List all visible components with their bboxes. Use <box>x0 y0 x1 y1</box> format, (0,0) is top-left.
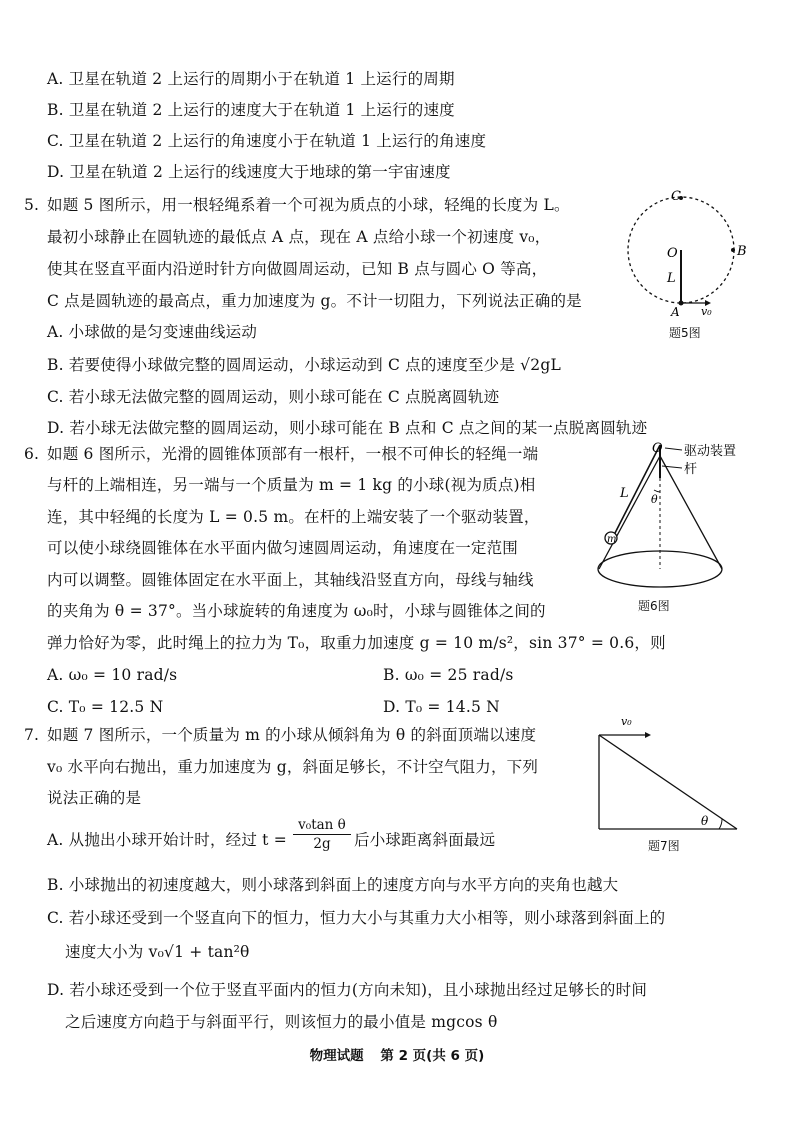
label-rod: 杆 <box>684 462 698 477</box>
q7-option-a-fraction <box>293 816 351 853</box>
q4-option-c: C. 卫星在轨道 2 上运行的角速度小于在轨道 1 上运行的角速度 <box>47 132 487 150</box>
q6-line-1: 如题 6 图所示，光滑的圆锥体顶部有一根杆，一根不可伸长的轻绳一端 <box>47 445 539 463</box>
angle-arc <box>654 490 660 492</box>
figure-6-caption: 题6图 <box>638 599 670 613</box>
rod-leader-line <box>662 466 682 468</box>
q5-option-c: C. 若小球无法做完整的圆周运动，则小球可能在 C 点脱离圆轨迹 <box>47 388 500 406</box>
q5-option-b: B. 若要使得小球做完整的圆周运动，小球运动到 C 点的速度至少是 √2gL <box>47 356 561 374</box>
q6-number: 6. <box>24 445 40 463</box>
label-a: A <box>671 305 680 319</box>
figure-7-caption: 题7图 <box>648 839 680 853</box>
q7-number: 7. <box>24 726 40 744</box>
q7-option-c-line-1: C. 若小球还受到一个竖直向下的恒力，恒力大小与其重力大小相等，则小球落到斜面上的 <box>47 909 666 927</box>
q6-option-a: A. ω₀ = 10 rad/s <box>47 666 178 684</box>
q5-line-4: C 点是圆轨迹的最高点，重力加速度为 g。不计一切阻力，下列说法正确的是 <box>47 292 582 310</box>
point-b <box>731 248 735 252</box>
q6-line-6: 的夹角为 θ = 37°。当小球旋转的角速度为 ω₀时，小球与圆锥体之间的 <box>47 602 546 620</box>
q7-option-d-line-1: D. 若小球还受到一个位于竖直平面内的恒力(方向未知)，且小球抛出经过足够长的时间 <box>47 981 648 999</box>
q7-line-2: v₀ 水平向右抛出，重力加速度为 g，斜面足够长，不计空气阻力，下列 <box>47 758 539 776</box>
q7-option-a-prefix: A. 从抛出小球开始计时，经过 t = <box>47 831 287 849</box>
label-theta: θ <box>701 814 709 828</box>
q6-line-4: 可以使小球绕圆锥体在水平面内做匀速圆周运动，角速度在一定范围 <box>47 539 519 557</box>
q4-option-a: A. 卫星在轨道 2 上运行的周期小于在轨道 1 上运行的周期 <box>47 70 455 88</box>
label-o: O <box>667 246 678 261</box>
q7-option-b: B. 小球抛出的初速度越大，则小球落到斜面上的速度方向与水平方向的夹角也越大 <box>47 876 619 894</box>
label-v0: v₀ <box>621 715 632 728</box>
fraction-denominator: 2g <box>313 836 331 852</box>
cone-edge-left <box>599 456 660 569</box>
q6-option-c: C. T₀ = 12.5 N <box>47 698 164 716</box>
q6-option-b: B. ω₀ = 25 rad/s <box>383 666 514 684</box>
page-footer <box>0 1044 794 1064</box>
q5-option-d: D. 若小球无法做完整的圆周运动，则小球可能在 B 点和 C 点之间的某一点脱离圆轨迹 <box>47 419 648 437</box>
label-drive: 驱动装置 <box>684 444 737 459</box>
label-c: C <box>671 189 681 204</box>
q6-option-d: D. T₀ = 14.5 N <box>383 698 500 716</box>
label-o: O <box>652 441 663 456</box>
q5-line-3: 使其在竖直平面内沿逆时针方向做圆周运动，已知 B 点与圆心 O 等高， <box>47 260 548 278</box>
q5-line-1: 如题 5 图所示，用一根轻绳系着一个可视为质点的小球，轻绳的长度为 L。 <box>47 196 570 214</box>
q7-option-d-line-2: 之后速度方向趋于与斜面平行，则该恒力的最小值是 mgcos θ <box>65 1013 498 1031</box>
label-m: m <box>607 534 617 545</box>
q5-option-a: A. 小球做的是匀变速曲线运动 <box>47 323 258 341</box>
figure-6 <box>592 438 792 596</box>
label-v0: v₀ <box>701 305 712 318</box>
q6-line-3: 连，其中轻绳的长度为 L = 0.5 m。在杆的上端安装了一个驱动装置， <box>47 508 540 526</box>
arrow-head <box>645 732 651 738</box>
q5-line-2: 最初小球静止在圆轨迹的最低点 A 点，现在 A 点给小球一个初速度 v₀， <box>47 228 551 246</box>
q6-line-5: 内可以调整。圆锥体固定在水平面上，其轴线沿竖直方向，母线与轴线 <box>47 571 534 589</box>
figure-7 <box>595 713 745 833</box>
q4-option-b: B. 卫星在轨道 2 上运行的速度大于在轨道 1 上运行的速度 <box>47 101 455 119</box>
footer-subject: 物理试题 <box>309 1048 364 1064</box>
drive-leader-line <box>665 448 682 450</box>
q5-number: 5. <box>24 196 40 214</box>
q6-line-7: 弹力恰好为零，此时绳上的拉力为 T₀，取重力加速度 g = 10 m/s²，sin 37° = 0.6，则 <box>47 634 666 652</box>
q7-option-c-line-2: 速度大小为 v₀√1 + tan²θ <box>65 943 250 961</box>
label-b: B <box>737 244 747 259</box>
angle-arc <box>719 819 722 829</box>
footer-page-number: 第 2 页(共 6 页) <box>380 1048 485 1064</box>
figure-5 <box>625 188 755 328</box>
label-l: L <box>620 486 629 501</box>
q6-line-2: 与杆的上端相连，另一端与一个质量为 m = 1 kg 的小球(视为质点)相 <box>47 476 536 494</box>
q4-option-d: D. 卫星在轨道 2 上运行的线速度大于地球的第一宇宙速度 <box>47 163 451 181</box>
q7-line-3: 说法正确的是 <box>47 789 142 807</box>
q7-option-a-suffix: 后小球距离斜面最远 <box>354 831 496 849</box>
label-l: L <box>667 271 676 286</box>
incline-slope <box>599 735 737 829</box>
figure-5-caption: 题5图 <box>669 326 701 340</box>
label-theta: θ <box>651 493 658 506</box>
fraction-numerator: v₀tan θ <box>293 816 351 835</box>
q7-line-1: 如题 7 图所示，一个质量为 m 的小球从倾斜角为 θ 的斜面顶端以速度 <box>47 726 537 744</box>
